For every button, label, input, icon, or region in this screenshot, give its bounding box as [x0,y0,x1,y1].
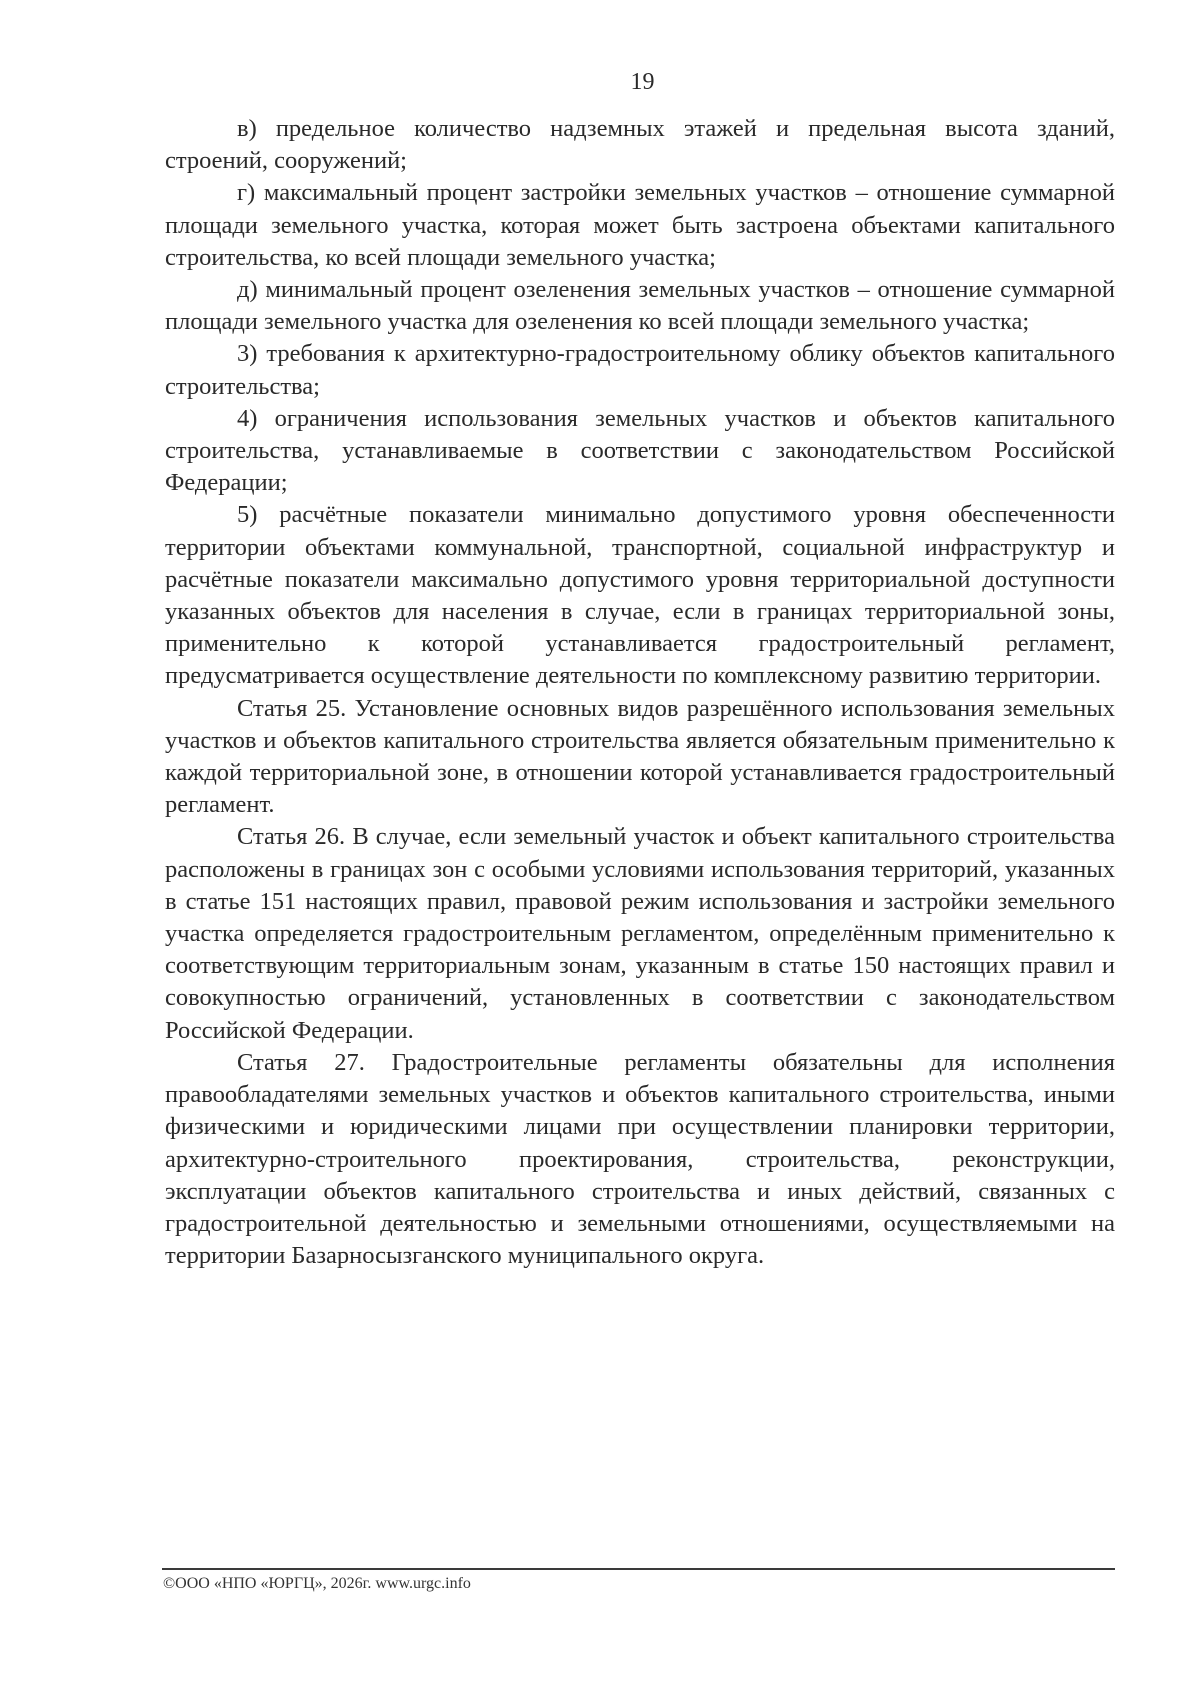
paragraph-item-3: 3) требования к архитектурно-градостроительному облику объектов капитального строительства; [165,340,1115,400]
paragraph-item-5: 5) расчётные показатели минимально допустимого уровня обеспеченности территории объектами коммунальной, транспортной, социальной инфраструктур и расчётные показатели максимально допустимого уровня территориальной доступности указанных объектов для населения в случае, если в границах территориальной зоны, применительно к которой устанавливается градостроительный регламент, предусматривается осуществление деятельности по комплексному развитию территории. [165,501,1115,690]
paragraph-article-27: Статья 27. Градостроительные регламенты обязательны для исполнения правообладателями земельных участков и объектов капитального строительства, иными физическими и юридическими лицами при осуществлении планировки территории, архитектурно-строительного проектирования, строительства, реконструкции, эксплуатации объектов капитального строительства и иных действий, связанных с градостроительной деятельностью и земельными отношениями, осуществляемыми на территории Базарносызганского муниципального округа. [165,1048,1115,1270]
paragraph-item-g: г) максимальный процент застройки земельных участков – отношение суммарной площади земельного участка, которая может быть застроена объектами капитального строительства, ко всей площади земельного участка; [165,179,1115,271]
footer-divider [162,1568,1115,1570]
page-number: 19 [630,69,655,95]
paragraph-item-v: в) предельное количество надземных этажей и предельная высота зданий, строений, сооружений; [165,115,1115,175]
paragraph-item-4: 4) ограничения использования земельных участков и объектов капитального строительства, устанавливаемые в соответствии с законодательством Российской Федерации; [165,404,1115,497]
footer-copyright: ©ООО «НПО «ЮРГЦ», 2026г. www.urgc.info [163,1575,471,1592]
document-body [165,113,1115,1272]
paragraph-article-26: Статья 26. В случае, если земельный участок и объект капитального строительства расположены в границах зон с особыми условиями использования территорий, указанных в статье 151 настоящих правил, правовой режим использования и застройки земельного участка определяется градостроительным регламентом, определённым применительно к соответствующим территориальным зонам, указанным в статье 150 настоящих правил и совокупностью ограничений, установленных в соответствии с законодательством Российской Федерации. [165,823,1115,1044]
paragraph-item-d: д) минимальный процент озеленения земельных участков – отношение суммарной площади земельного участка для озеленения ко всей площади земельного участка; [165,276,1115,336]
paragraph-article-25: Статья 25. Установление основных видов разрешённого использования земельных участков и объектов капитального строительства является обязательным применительно к каждой территориальной зоне, в отношении которой устанавливается градостроительный регламент. [165,694,1115,819]
